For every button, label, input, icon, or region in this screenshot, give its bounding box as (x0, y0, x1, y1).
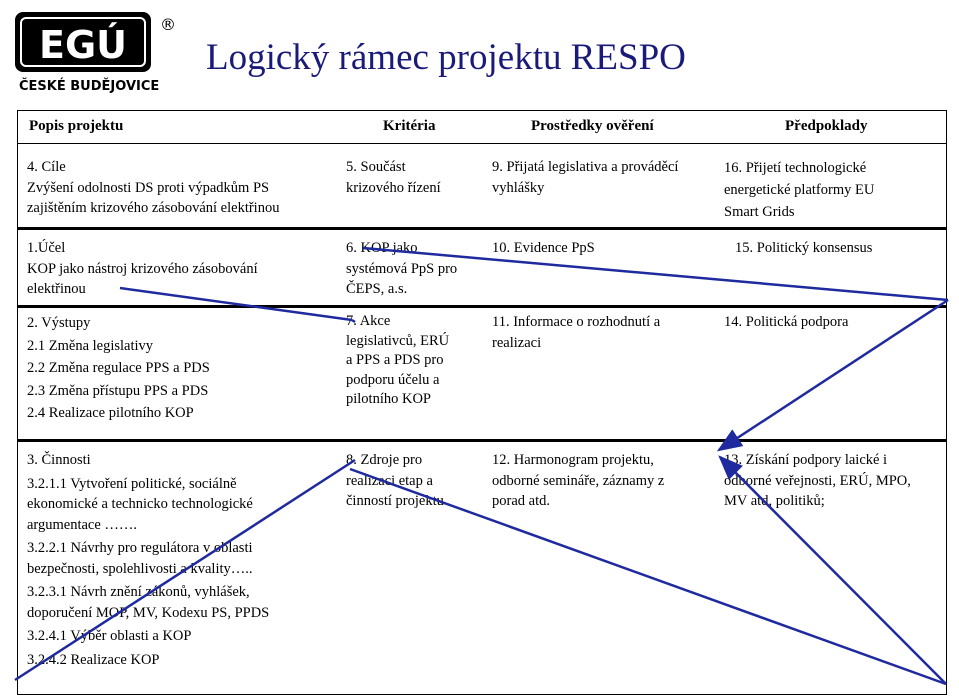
cell-heading: 4. Cíle (27, 159, 66, 175)
cell-line: 15. Politický konsensus (735, 240, 873, 256)
page-title: Logický rámec projektu RESPO (206, 37, 686, 78)
cell-line: realizaci etap a (346, 472, 433, 489)
cell-line: elektřinou (27, 281, 86, 297)
cell-line: legislativců, ERÚ (346, 332, 450, 349)
cell-line: doporučení MOP, MV, Kodexu PS, PPDS (27, 604, 270, 621)
arrow-line (15, 460, 355, 680)
cell-line: ČEPS, a.s. (346, 281, 408, 297)
cell-line: realizaci (492, 334, 542, 351)
cell-line: odborné semináře, záznamy z (492, 472, 665, 489)
cell-line: systémová PpS pro (346, 260, 458, 277)
cell-line: odborné veřejnosti, ERÚ, MPO, (724, 472, 911, 489)
cell-line: 12. Harmonogram projektu, (492, 452, 654, 468)
cell-heading: 2. Výstupy (27, 315, 91, 331)
cell-line: argumentace ……. (27, 516, 138, 533)
logo-text: EGÚ (38, 23, 128, 67)
cell-line: 5. Součást (346, 159, 406, 175)
cell-line: 2.2 Změna regulace PPS a PDS (27, 360, 210, 376)
cell-line: 3.2.4.1 Výběr oblasti a KOP (27, 628, 192, 644)
cell-line: Zvýšení odolnosti DS proti výpadkům PS (27, 179, 270, 196)
cell-heading: 1.Účel (27, 240, 66, 256)
cell-line: 3.2.2.1 Návrhy pro regulátora v oblasti (27, 540, 253, 556)
cell-line: 3.2.4.2 Realizace KOP (27, 651, 160, 668)
arrow-line (120, 288, 352, 320)
arrow-line (719, 300, 948, 450)
registered-mark: ® (160, 15, 176, 34)
cell-line: zajištěním krizového zásobování elektřinou (27, 200, 280, 216)
cell-line: 3.2.1.1 Vytvoření politické, sociálně (27, 475, 237, 492)
cell-line: 7. Akce (346, 313, 391, 329)
cell-line: a PPS a PDS pro (346, 352, 444, 368)
cell-line: Smart Grids (724, 204, 795, 220)
cell-line: ekonomické a technicko technologické (27, 496, 253, 512)
header-popis: Popis projektu (29, 118, 124, 134)
cell-line: energetické platformy EU (724, 182, 875, 198)
cell-line: 2.4 Realizace pilotního KOP (27, 405, 194, 421)
cell-line: 2.3 Změna přístupu PPS a PDS (27, 382, 209, 399)
header-predpoklady: Předpoklady (785, 118, 868, 134)
cell-line: KOP jako nástroj krizového zásobování (27, 260, 258, 277)
cell-line: krizového řízení (346, 179, 441, 196)
header-prostredky: Prostředky ověření (531, 118, 654, 134)
cell-line: porad atd. (492, 493, 550, 509)
cell-line: činností projektu (346, 493, 444, 509)
cell-line: 14. Politická podpora (724, 314, 849, 330)
cell-line: MV atd, politiků; (724, 493, 825, 509)
cell-line: 16. Přijetí technologické (724, 160, 867, 176)
cell-line: 13. Získání podpory laické i (724, 452, 888, 468)
cell-line: 8. Zdroje pro (346, 452, 423, 468)
cell-heading: 3. Činnosti (27, 452, 91, 468)
cell-line: bezpečnosti, spolehlivosti a kvality….. (27, 560, 253, 577)
cell-line: 2.1 Změna legislativy (27, 337, 154, 354)
arrow-line (363, 248, 948, 300)
arrow-line (352, 320, 355, 322)
arrow-line (720, 457, 946, 684)
cell-line: 11. Informace o rozhodnutí a (492, 314, 661, 330)
cell-line: 3.2.3.1 Návrh znění zákonů, vyhlášek, (27, 584, 250, 600)
arrow-line (350, 469, 946, 684)
cell-line: 10. Evidence PpS (492, 240, 595, 256)
cell-line: vyhlášky (492, 179, 545, 196)
cell-line: 9. Přijatá legislativa a prováděcí (492, 159, 679, 175)
logo-subtitle: ČESKÉ BUDĚJOVICE (19, 79, 160, 94)
cell-line: podporu účelu a (346, 371, 440, 388)
cell-line: pilotního KOP (346, 391, 431, 407)
cell-line: 6. KOP jako (346, 240, 418, 256)
header-kriteria: Kritéria (383, 118, 436, 134)
